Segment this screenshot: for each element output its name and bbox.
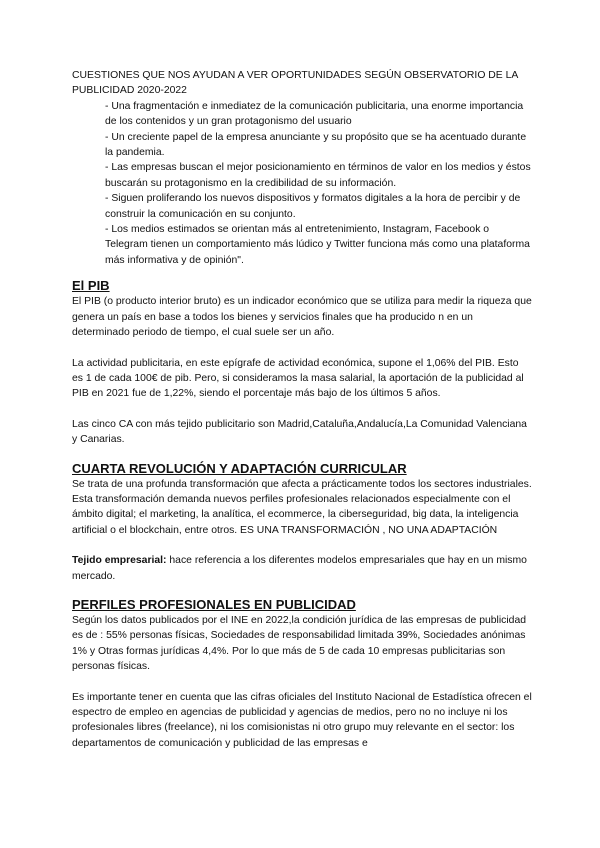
section-title-perfiles: PERFILES PROFESIONALES EN PUBLICIDAD [72, 596, 356, 612]
tejido-empresarial-label: Tejido empresarial: [72, 555, 167, 567]
intro-bullet-list [72, 99, 532, 268]
document-body [72, 68, 532, 751]
perfiles-paragraph-2: Es importante tener en cuenta que las cifras oficiales del Instituto Nacional de Estadística ofrecen el espectro de empleo en agencias de publicidad y agencias de medios, pero no no incluye ni los profesionales libres (freelance), ni los comisionistas ni otro grupo muy relevante en el sector: los departamentos de comunicación y publicidad de las empresas e [72, 691, 532, 749]
bullet-item: - Una fragmentación e inmediatez de la comunicación publicitaria, una enorme importancia de los contenidos y un gran protagonismo del usuario [105, 100, 524, 128]
section-title-cuarta-revolucion: CUARTA REVOLUCIÓN Y ADAPTACIÓN CURRICULAR [72, 460, 407, 476]
tejido-empresarial-text: hace referencia a los diferentes modelos empresariales que hay en un mismo mercado. [72, 555, 527, 582]
tejido-empresarial-paragraph [72, 553, 532, 584]
bullet-item: - Las empresas buscan el mejor posicionamiento en términos de valor en los medios y éstos buscarán su protagonismo en la credibilidad de su información. [105, 162, 531, 189]
intro-heading: CUESTIONES QUE NOS AYUDAN A VER OPORTUNIDADES SEGÚN OBSERVATORIO DE LA PUBLICIDAD 2020-2022 [72, 70, 518, 97]
pib-paragraph-2: La actividad publicitaria, en este epígrafe de actividad económica, supone el 1,06% del PIB. Esto es 1 de cada 100€ de pib. Pero, si consideramos la masa salarial, la aportación de la publicidad al PIB en 2021 fue de 1,22%, siendo el porcentaje más bajo de los últimos 5 años. [72, 357, 524, 400]
cuarta-paragraph-1: Se trata de una profunda transformación que afecta a prácticamente todos los sectores industriales. Esta transformación demanda nuevos perfiles profesionales relacionados especialmente con el ámbito digital; el marketing, la analítica, el ecommerce, la ciberseguridad, big data, la inteligencia artificial o el blockchain, entre otros. ES UNA TRANSFORMACIÓN , NO UNA ADAPTACIÓN [72, 478, 532, 536]
pib-paragraph-1: El PIB (o producto interior bruto) es un indicador económico que se utiliza para medir la riqueza que genera un país en base a todos los bienes y servicios finales que ha producido n en un determinado periodo de tiempo, el cual suele ser un año. [72, 296, 532, 339]
perfiles-paragraph-1: Según los datos publicados por el INE en 2022,la condición jurídica de las empresas de publicidad es de : 55% personas físicas, Sociedades de responsabilidad limitada 39%, Sociedades anónimas 1% y Otras formas jurídicas 4,4%. Por lo que más de 5 de cada 10 empresas publicitarias son personas físicas. [72, 614, 527, 673]
bullet-item: - Siguen proliferando los nuevos dispositivos y formatos digitales a la hora de percibir y de construir la comunicación en su conjunto. [105, 193, 521, 220]
pib-paragraph-3: Las cinco CA con más tejido publicitario son Madrid,Cataluña,Andalucía,La Comunidad Valenciana y Canarias. [72, 418, 527, 446]
section-title-pib: El PIB [72, 278, 110, 294]
bullet-item: - Un creciente papel de la empresa anunciante y su propósito que se ha acentuado durante la pandemia. [105, 131, 527, 159]
bullet-item: - Los medios estimados se orientan más al entretenimiento, Instagram, Facebook o Telegram tienen un comportamiento más lúdico y Twitter funciona más como una plataforma más informativa y de opinión". [105, 224, 530, 266]
